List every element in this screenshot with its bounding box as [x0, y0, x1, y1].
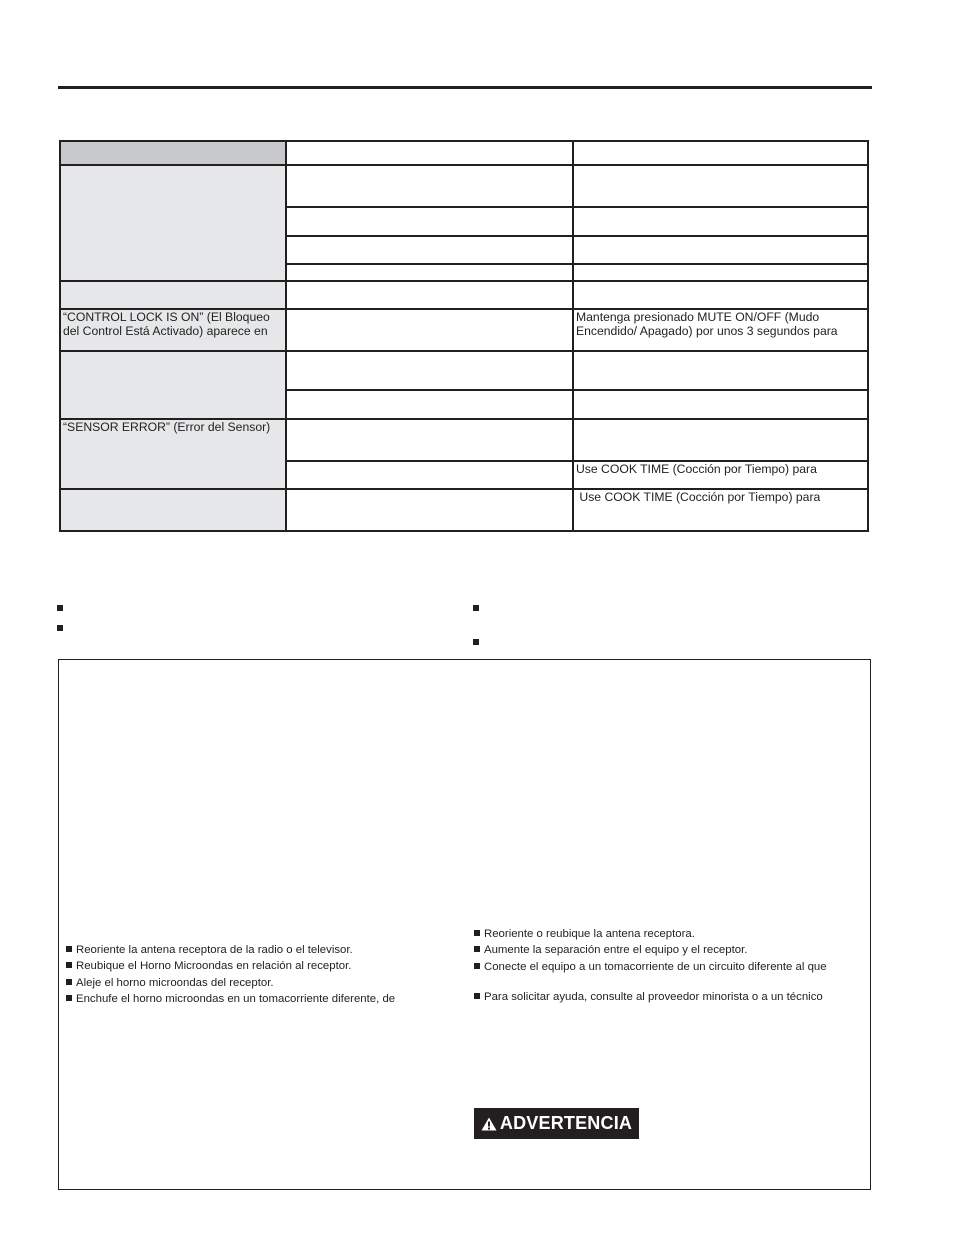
bullet-marker	[57, 625, 63, 631]
bullet-square-icon	[66, 962, 72, 968]
action-cell	[573, 390, 868, 419]
warning-label	[474, 1108, 639, 1139]
table-row	[60, 141, 868, 165]
header-cell-cause	[286, 141, 573, 165]
left-interference-list	[66, 942, 395, 1007]
action-cell	[573, 207, 868, 236]
action-cell	[573, 351, 868, 390]
table-row	[60, 419, 868, 461]
help-note	[474, 989, 823, 1005]
list-item: Enchufe el horno microondas en un tomacorriente diferente, de	[66, 991, 395, 1007]
problem-cell-control-lock: “CONTROL LOCK IS ON” (El Bloqueo del Control Está Activado) aparece en	[60, 309, 286, 351]
warning-triangle-icon	[481, 1117, 497, 1131]
bullet-marker	[57, 605, 63, 611]
action-cell	[573, 281, 868, 309]
cause-cell	[286, 419, 573, 461]
right-interference-list	[474, 926, 827, 975]
list-item: Conecte el equipo a un tomacorriente de un circuito diferente al que	[474, 959, 827, 975]
action-cell	[573, 165, 868, 207]
problem-cell	[60, 351, 286, 419]
table-row	[60, 165, 868, 207]
table-row	[60, 309, 868, 351]
cause-cell	[286, 264, 573, 281]
problem-cell-sensor-error: “SENSOR ERROR” (Error del Sensor)	[60, 419, 286, 489]
action-cell	[573, 236, 868, 264]
action-cell-control-lock: Mantenga presionado MUTE ON/OFF (Mudo Encendido/ Apagado) por unos 3 segundos para	[573, 309, 868, 351]
list-item: Aleje el horno microondas del receptor.	[66, 975, 395, 991]
bullet-square-icon	[474, 963, 480, 969]
problem-cell	[60, 281, 286, 309]
problem-cell	[60, 489, 286, 531]
cause-cell	[286, 489, 573, 531]
table-row	[60, 489, 868, 531]
list-item: Reubique el Horno Microondas en relación al receptor.	[66, 958, 395, 974]
action-cell	[573, 264, 868, 281]
cause-cell	[286, 165, 573, 207]
bullet-marker	[473, 639, 479, 645]
bullet-marker	[473, 605, 479, 611]
warning-text: ADVERTENCIA	[499, 1113, 633, 1133]
cause-cell	[286, 207, 573, 236]
cause-cell	[286, 390, 573, 419]
bullet-square-icon	[474, 993, 480, 999]
cause-cell	[286, 351, 573, 390]
list-item: Reoriente la antena receptora de la radio o el televisor.	[66, 942, 395, 958]
bullet-square-icon	[66, 995, 72, 1001]
cause-cell	[286, 236, 573, 264]
header-cell-problem	[60, 141, 286, 165]
problem-cell	[60, 165, 286, 281]
cause-cell	[286, 461, 573, 489]
bullet-square-icon	[474, 930, 480, 936]
bullet-square-icon	[66, 946, 72, 952]
action-cell-cook-time: Use COOK TIME (Cocción por Tiempo) para	[573, 489, 868, 531]
troubleshooting-table	[59, 140, 869, 532]
bullet-square-icon	[474, 946, 480, 952]
table-row	[60, 281, 868, 309]
bullet-square-icon	[66, 979, 72, 985]
action-cell-cook-time: Use COOK TIME (Cocción por Tiempo) para	[573, 461, 868, 489]
table-row	[60, 351, 868, 390]
action-cell	[573, 419, 868, 461]
fcc-interference-box	[58, 659, 871, 1190]
list-item: Para solicitar ayuda, consulte al proveedor minorista o a un técnico	[474, 989, 823, 1005]
list-item: Reoriente o reubique la antena receptora.	[474, 926, 827, 942]
header-cell-action	[573, 141, 868, 165]
list-item: Aumente la separación entre el equipo y el receptor.	[474, 942, 827, 958]
cause-cell	[286, 309, 573, 351]
cause-cell	[286, 281, 573, 309]
header-rule	[58, 86, 872, 89]
